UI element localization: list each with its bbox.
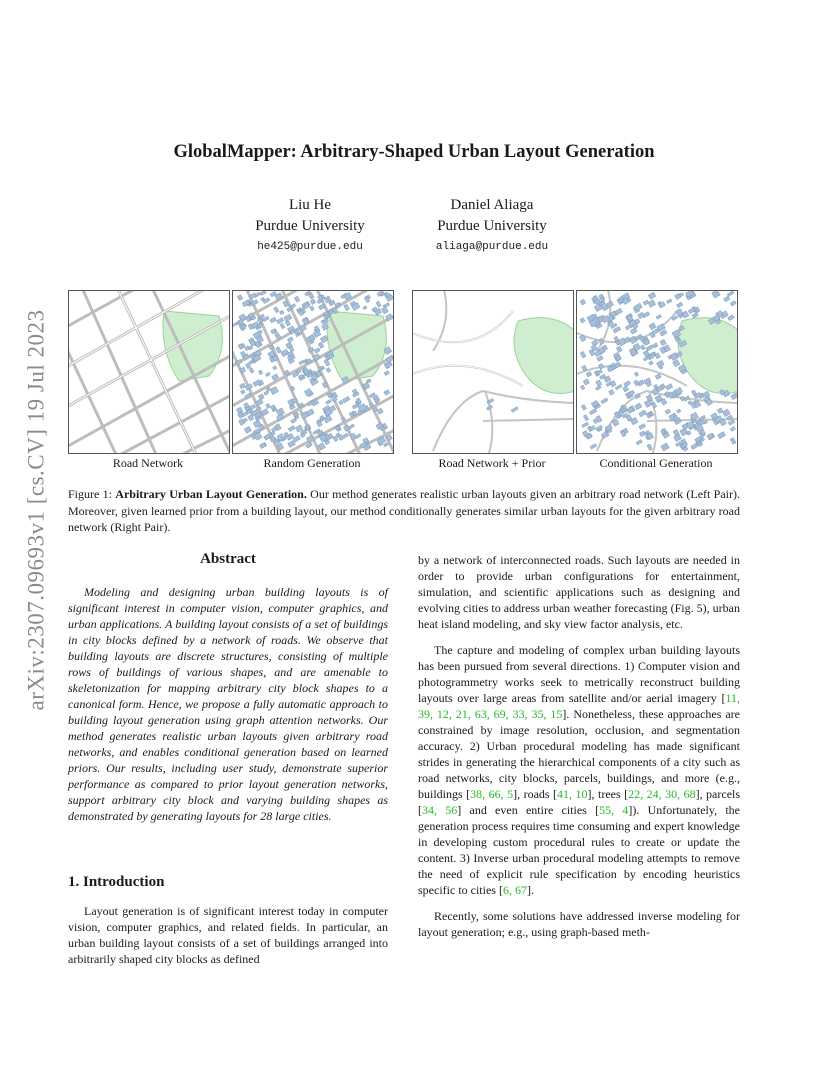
building-footprint [630, 328, 637, 334]
building-footprint [274, 307, 279, 313]
building-footprint [580, 318, 585, 323]
building-footprint [377, 408, 383, 414]
abstract-text: Modeling and designing urban building layouts is of significant interest in computer vision, computer graphics, and urban applications. A building layout consists of a set of buildings in city blocks defined by a network of roads. We observe that building layouts are discrete structures, consisting of multiple rows of buildings of various shapes, and are amenable to skeletonization for mapping arbitrary city block shapes to a canonical form. Hence, we propose a fully automatic approach to building layout generation using graph attention networks. Our method generates realistic urban layouts given arbitrary road networks, and enables conditional generation based on learned priors. Our results, including user study, demonstrate superior performance as compared to prior layout generation networks, support arbitrary city block and varying building shapes as demonstrated by generating layouts for 28 large cities. [68, 585, 388, 823]
building-footprint [717, 408, 723, 414]
building-footprint [615, 384, 622, 390]
abstract-heading: Abstract [200, 551, 256, 567]
figure-label: Random Generation [263, 456, 361, 470]
building-footprint [318, 342, 324, 348]
building-footprint [241, 390, 246, 395]
building-footprint [722, 409, 730, 417]
building-footprint [688, 308, 695, 314]
building-footprint [634, 372, 638, 377]
building-footprint [352, 404, 359, 409]
building-footprint [580, 299, 586, 305]
building-footprint [652, 329, 659, 335]
building-footprint [634, 380, 640, 386]
building-footprint [646, 345, 653, 351]
building-footprint [270, 386, 279, 394]
author-block [225, 195, 395, 258]
building-footprint [583, 415, 588, 421]
building-footprint [313, 330, 321, 338]
building-footprint [384, 371, 389, 376]
building-footprint [339, 400, 343, 404]
building-footprint [583, 379, 589, 385]
building-footprint [648, 292, 656, 299]
building-footprint [258, 370, 262, 375]
building-footprint [656, 315, 662, 320]
arxiv-identifier: arXiv:2307.09693v1 [cs.CV] 19 Jul 2023 [24, 309, 49, 711]
building-footprint [288, 426, 295, 432]
building-footprint [730, 427, 735, 432]
building-footprint [718, 432, 726, 439]
building-footprint [384, 442, 389, 446]
building-footprint [284, 314, 292, 321]
building-footprint [597, 356, 603, 362]
building-footprint [623, 386, 629, 392]
figure-panel-road-network [68, 290, 230, 454]
building-footprint [596, 380, 602, 386]
building-footprint [355, 434, 361, 439]
citation-link[interactable]: 22, 24, 30, 68 [628, 787, 696, 801]
author-affiliation: Purdue University [255, 218, 365, 234]
building-footprint [349, 424, 355, 429]
building-footprint [586, 372, 592, 377]
figure-panel-road-network-prior [412, 290, 574, 454]
building-footprint [310, 306, 315, 311]
building-footprint [326, 399, 332, 404]
caption-title: Arbitrary Urban Layout Generation. [115, 487, 307, 501]
building-footprint [635, 403, 642, 410]
building-footprint [609, 390, 615, 396]
building-footprint [639, 410, 647, 417]
building-footprint [381, 307, 388, 314]
building-footprint [273, 366, 277, 370]
building-footprint [724, 296, 730, 302]
building-footprint [641, 345, 646, 350]
building-footprint [616, 346, 622, 352]
building-footprint [730, 301, 736, 306]
building-footprint [649, 361, 654, 365]
building-footprint [624, 381, 631, 387]
building-footprint [636, 440, 642, 445]
building-footprint [653, 343, 658, 348]
citation-link[interactable]: 11, 39, 12, 21, 63, 69, 33, 35, 15 [418, 691, 740, 721]
building-footprint [728, 420, 735, 426]
building-footprint [684, 396, 690, 401]
building-footprint [383, 303, 390, 308]
building-footprint [665, 409, 671, 414]
building-footprint [343, 433, 349, 438]
introduction-text: Layout generation is of significant interest today in computer vision, computer graphics, and related fields. In particular, an urban building layout consists of a set of buildings arranged into arbitrarily shaped city blocks as defined [68, 904, 388, 966]
building-footprint [731, 393, 737, 400]
building-footprint [730, 438, 736, 445]
building-footprint [580, 351, 586, 358]
building-footprint [281, 349, 289, 357]
building-footprint [310, 299, 316, 305]
author-block [407, 195, 577, 258]
building-footprint [280, 310, 285, 314]
building-footprint [324, 359, 330, 366]
author-email: he425@purdue.edu [257, 241, 363, 253]
building-footprint [266, 403, 271, 408]
building-footprint [363, 306, 367, 310]
paragraph: by a network of interconnected roads. Such layouts are needed in order to provide urban configurations for entertainment, simulation, and scientific applications such as designing and evolving cities to address urban weather forecasting (Fig. 5), urban heat island modeling, and sky view factor analysis, etc. [418, 553, 740, 631]
building-footprint [727, 291, 734, 297]
building-footprint [628, 390, 635, 396]
building-footprint [691, 443, 698, 449]
building-footprint [682, 311, 689, 318]
author-affiliation: Purdue University [437, 218, 547, 234]
introduction-heading: 1. Introduction [68, 874, 165, 890]
building-footprint [240, 383, 246, 389]
building-footprint [660, 339, 666, 345]
building-footprint [237, 295, 243, 301]
building-footprint [589, 409, 596, 415]
building-footprint [639, 424, 646, 430]
citation-link[interactable]: 55, 4 [599, 803, 629, 817]
figure-panel-random-generation [232, 290, 394, 454]
building-footprint [582, 422, 589, 428]
building-footprint [581, 404, 586, 410]
building-footprint [677, 302, 683, 308]
building-footprint [293, 436, 300, 442]
building-footprint [638, 312, 645, 319]
building-footprint [648, 300, 656, 308]
building-footprint [324, 415, 332, 423]
building-footprint [677, 409, 681, 413]
building-footprint [666, 299, 672, 304]
building-footprint [655, 374, 661, 380]
building-footprint [649, 323, 656, 330]
author-email: aliaga@purdue.edu [435, 241, 549, 253]
building-footprint [639, 431, 645, 437]
building-footprint [280, 323, 285, 329]
building-footprint [601, 398, 608, 404]
building-footprint [258, 394, 264, 400]
building-footprint [276, 347, 282, 353]
building-footprint [326, 367, 331, 372]
building-footprint [376, 301, 381, 307]
building-footprint [260, 291, 266, 296]
building-footprint [314, 348, 320, 353]
figure-label: Road Network [112, 456, 184, 470]
right-column-text [418, 552, 740, 940]
building-footprint [580, 385, 585, 390]
building-footprint [265, 372, 270, 376]
building-footprint [590, 444, 597, 449]
building-footprint [291, 418, 297, 423]
building-footprint [647, 444, 653, 450]
building-footprint [288, 440, 296, 447]
building-footprint [598, 363, 604, 369]
building-footprint [249, 368, 254, 373]
building-footprint [294, 296, 300, 302]
building-footprint [596, 369, 603, 375]
building-footprint [728, 315, 735, 321]
paragraph: The capture and modeling of complex urban building layouts has been pursued from several directions. 1) Computer vision and photogrammetry works seek to metrically reconstruct building layouts over large areas from satellite and/or aerial imagery [11, 39, 12, 21, 63, 69, 33, 35, 15]. Nonetheless, these approaches are constrained by image resolution, occlusion, and segmentation accuracy. 2) Urban procedural modeling has made significant strides in generating the hierarchical components of a city such as road networks, city blocks, parcels, buildings, and more (e.g., buildings [38, 66, 5], roads [41, 10], trees [22, 24, 30, 68], parcels [34, 56] and even entire cities [55, 4]). Unfortunately, the generation process requires time consuming and expert knowledge in developing custom procedural rules to create or update the content. 3) Inverse urban procedural modeling attempts to remove the need of explicit rule specification by encoding heuristics specific to cities [6, 67]. [418, 643, 741, 897]
building-footprint [290, 304, 295, 309]
citation-link[interactable]: 6, 67 [502, 883, 527, 897]
building-footprint [511, 407, 518, 413]
building-footprint [673, 359, 680, 366]
building-footprint [712, 291, 720, 298]
building-footprint [657, 360, 665, 367]
building-footprint [287, 337, 293, 343]
author-name: Liu He [288, 197, 332, 213]
citation-link[interactable]: 34, 56 [422, 803, 458, 817]
figure-label: Road Network + Prior [438, 456, 546, 470]
building-footprint [625, 325, 631, 330]
building-footprint [344, 304, 350, 310]
paragraph: Recently, some solutions have addressed inverse modeling for layout generation; e.g., using graph-based meth- [418, 909, 740, 939]
paper-title: GlobalMapper: Arbitrary-Shaped Urban Layout Generation [173, 142, 655, 162]
building-footprint [692, 312, 699, 318]
building-footprint [244, 426, 251, 433]
figure-panel-conditional-generation [576, 290, 738, 454]
figure-caption: Figure 1: Arbitrary Urban Layout Generation. Our method generates realistic urban layouts given an arbitrary road network (Left Pair). Moreover, given learned prior from a building layout, our method conditionally generates similar urban layouts for the given arbitrary road network (Right Pair). [68, 487, 740, 534]
building-footprint [385, 362, 393, 369]
building-footprint [270, 317, 277, 323]
building-footprint [384, 390, 390, 396]
building-footprint [661, 443, 670, 451]
building-footprint [342, 396, 350, 403]
building-footprint [643, 300, 649, 305]
figure-label: Conditional Generation [599, 456, 713, 470]
building-footprint [299, 360, 304, 365]
building-footprint [666, 384, 673, 390]
citation-link[interactable]: 38, 66, 5 [470, 787, 514, 801]
citation-link[interactable]: 41, 10 [557, 787, 588, 801]
author-name: Daniel Aliaga [450, 197, 534, 213]
